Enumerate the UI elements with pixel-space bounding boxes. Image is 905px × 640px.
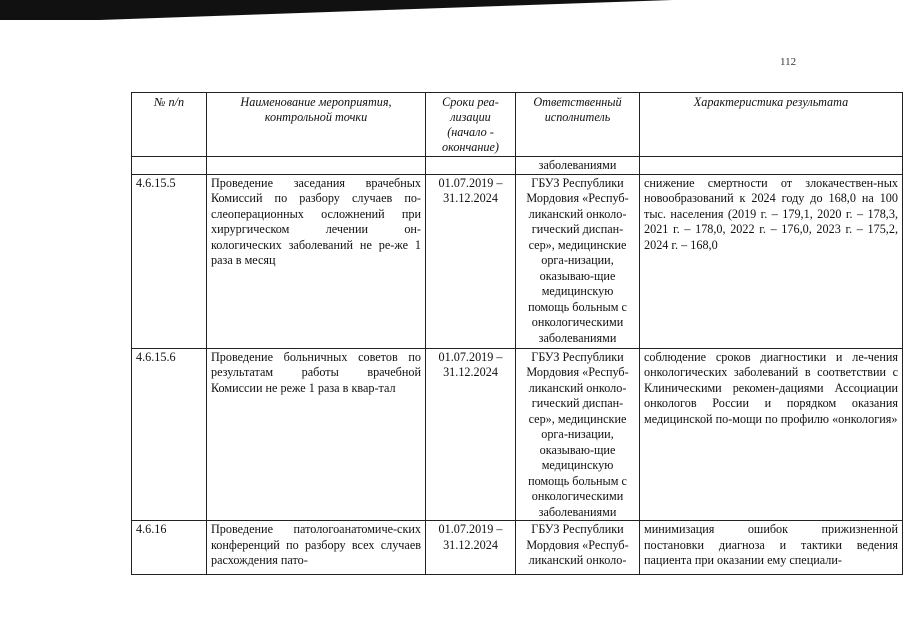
cell-result: минимизация ошибок прижизненной постановки диагноза и тактики ведения пациента при оказании ему специали- — [640, 521, 903, 575]
cell-executor: ГБУЗ Республики Мордовия «Респуб-ликанский онколо-гический диспан-сер», медицинские орга-низации, оказываю-щие медицинскую помощь больным с онкологическими заболеваниями — [516, 174, 640, 348]
cell-name — [207, 157, 426, 175]
header-number: № п/п — [132, 93, 207, 157]
cell-name: Проведение патологоанатомиче-ских конференций по разбору всех случаев расхождения пато- — [207, 521, 426, 575]
cell-number: 4.6.16 — [132, 521, 207, 575]
header-result: Характеристика результата — [640, 93, 903, 157]
scan-top-edge — [0, 0, 905, 20]
header-measure-name: Наименование мероприятия, контрольной точки — [207, 93, 426, 157]
cell-name: Проведение заседания врачебных Комиссий по разбору случаев по-слеоперационных осложнений при хирургическом лечении он-кологических заболеваний не ре-же 1 раза в месяц — [207, 174, 426, 348]
table-row — [132, 174, 903, 348]
cell-name: Проведение больничных советов по результатам работы врачебной Комиссии не реже 1 раза в квар-тал — [207, 348, 426, 521]
header-executor: Ответственный исполнитель — [516, 93, 640, 157]
cell-dates — [426, 157, 516, 175]
cell-result — [640, 157, 903, 175]
cell-dates: 01.07.2019 – 31.12.2024 — [426, 348, 516, 521]
measures-table — [131, 92, 903, 575]
table-row — [132, 348, 903, 521]
cell-executor: ГБУЗ Республики Мордовия «Респуб-ликанский онколо-гический диспан-сер», медицинские орга-низации, оказываю-щие медицинскую помощь больным с онкологическими заболеваниями — [516, 348, 640, 521]
cell-executor: ГБУЗ Республики Мордовия «Респуб-ликанский онколо- — [516, 521, 640, 575]
cell-result: снижение смертности от злокачествен-ных новообразований к 2024 году до 168,0 на 100 тыс. населения (2019 г. – 179,1, 2020 г. – 178,3, 2021 г. – 178,0, 2022 г. – 176,0, 2023 г. – 175,2, 2024 г. – 168,0 — [640, 174, 903, 348]
cell-result: соблюдение сроков диагностики и ле-чения онкологических заболеваний в соответствии с Клиническими рекомен-дациями Ассоциации онкологов России и порядком оказания медицинской по-мощи по профилю «онкология» — [640, 348, 903, 521]
page-number: 112 — [780, 56, 797, 68]
cell-dates: 01.07.2019 – 31.12.2024 — [426, 174, 516, 348]
table-row-continuation — [132, 157, 903, 175]
cell-number: 4.6.15.6 — [132, 348, 207, 521]
table-header-row — [132, 93, 903, 157]
cell-executor: заболеваниями — [516, 157, 640, 175]
cell-number: 4.6.15.5 — [132, 174, 207, 348]
header-dates: Сроки реа-лизации (начало - окончание) — [426, 93, 516, 157]
table-row — [132, 521, 903, 575]
cell-number — [132, 157, 207, 175]
cell-dates: 01.07.2019 – 31.12.2024 — [426, 521, 516, 575]
